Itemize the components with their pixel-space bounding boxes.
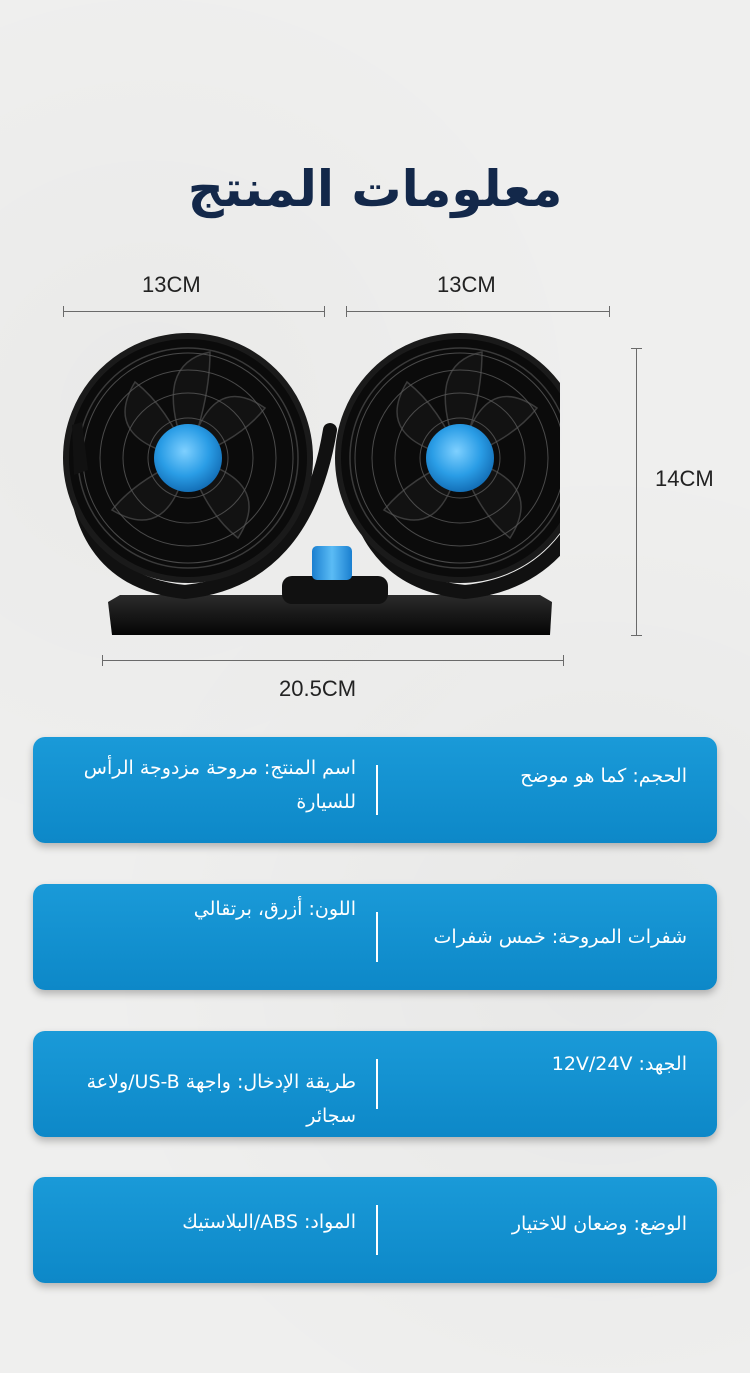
dimension-line-right [346,311,610,312]
spec-divider [376,1059,378,1109]
spec-card-4 [33,1177,717,1283]
spec-divider [376,765,378,815]
switch-housing [282,576,388,604]
spec-divider [376,1205,378,1255]
right-fan-hub [426,424,494,492]
right-fan [338,336,560,592]
spec-divider [376,912,378,962]
dimension-width-left: 13CM [142,272,201,297]
spec-product-name: اسم المنتج: مروحة مزدوجة الرأس للسيارة [83,757,356,813]
spec-input-method: طريقة الإدخال: واجهة US-B/ولاعة سجائر [86,1071,356,1127]
dimension-line-base [102,660,564,661]
dimension-width-right: 13CM [437,272,496,297]
dimension-base-width: 20.5CM [279,676,357,701]
dimension-height: 14CM [655,466,714,491]
page-title: معلومات المنتج [187,160,563,218]
spec-mode: الوضع: وضعان للاختيار [511,1213,687,1235]
spec-fan-blades: شفرات المروحة: خمس شفرات [433,926,687,948]
dimension-line-height [636,348,637,636]
dual-fan-image [60,330,560,645]
spec-card-2 [33,884,717,990]
spec-material: المواد: ABS/البلاستيك [182,1211,356,1233]
dimension-line-left [63,311,325,312]
switch-knob [312,546,352,580]
left-fan-hub [154,424,222,492]
spec-color: اللون: أزرق، برتقالي [193,898,356,920]
spec-voltage: الجهد: 12V/24V [551,1053,687,1075]
left-fan [66,336,330,592]
spec-card-3 [33,1031,717,1137]
spec-card-1 [33,737,717,843]
spec-size: الحجم: كما هو موضح [520,765,687,787]
